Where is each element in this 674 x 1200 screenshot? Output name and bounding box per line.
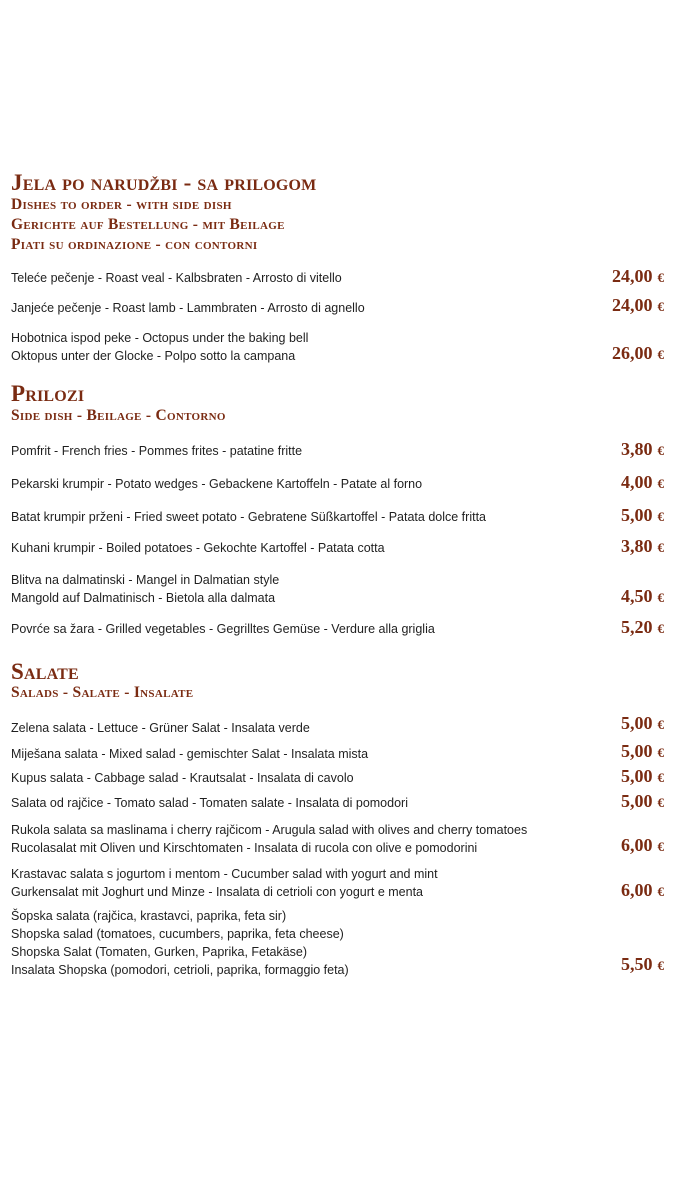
currency-symbol: €: [657, 270, 664, 285]
currency-symbol: €: [657, 509, 664, 524]
item-price: 5,00 €: [621, 766, 664, 786]
currency-symbol: €: [657, 770, 664, 785]
menu-item: [11, 299, 571, 317]
currency-symbol: €: [657, 540, 664, 555]
menu-item: [11, 865, 571, 901]
sides-subtitle: Side dish - Beilage - Contorno: [11, 407, 226, 424]
item-price: 5,00 €: [621, 713, 664, 733]
item-price: 4,00 €: [621, 472, 664, 492]
menu-item: [11, 269, 571, 287]
currency-symbol: €: [657, 717, 664, 732]
item-text: Hobotnica ispod peke - Octopus under the baking bell: [11, 331, 309, 345]
menu-item: [11, 508, 571, 526]
item-text: Batat krumpir prženi - Fried sweet potato - Gebratene Süßkartoffel - Patata dolce fritta: [11, 510, 486, 524]
item-price: 26,00 €: [612, 343, 664, 363]
item-price: 24,00 €: [612, 266, 664, 286]
item-price: 5,00 €: [621, 791, 664, 811]
salads-section-title: Salate: [11, 659, 79, 684]
item-text: Janjeće pečenje - Roast lamb - Lammbraten - Arrosto di agnello: [11, 301, 365, 315]
salads-subtitle: Salads - Salate - Insalate: [11, 684, 194, 701]
menu-item: [11, 719, 571, 737]
item-price: 5,00 €: [621, 741, 664, 761]
item-text: Salata od rajčice - Tomato salad - Tomaten salate - Insalata di pomodori: [11, 796, 408, 810]
currency-symbol: €: [657, 621, 664, 636]
item-text: Rucolasalat mit Oliven und Kirschtomaten - Insalata di rucola con olive e pomodorini: [11, 841, 478, 855]
currency-symbol: €: [657, 958, 664, 973]
menu-item: [11, 794, 571, 812]
menu-item: [11, 329, 571, 365]
item-text: Gurkensalat mit Joghurt und Minze - Insalata di cetrioli con yogurt e menta: [11, 885, 424, 899]
sides-section-title: Prilozi: [11, 381, 85, 406]
menu-item: [11, 620, 571, 638]
item-price: 3,80 €: [621, 536, 664, 556]
item-price: 24,00 €: [612, 295, 664, 315]
currency-symbol: €: [657, 795, 664, 810]
item-text: Krastavac salata s jogurtom i mentom - Cucumber salad with yogurt and mint: [11, 867, 438, 881]
item-text: Blitva na dalmatinski - Mangel in Dalmatian style: [11, 573, 280, 587]
item-text: Miješana salata - Mixed salad - gemischter Salat - Insalata mista: [11, 747, 369, 761]
menu-item: [11, 475, 571, 493]
item-text: Kuhani krumpir - Boiled potatoes - Gekochte Kartoffel - Patata cotta: [11, 541, 385, 555]
menu-item: [11, 769, 571, 787]
item-text: Insalata Shopska (pomodori, cetrioli, paprika, formaggio feta): [11, 963, 349, 977]
item-text: Rukola salata sa maslinama i cherry rajčicom - Arugula salad with olives and cherry tomatoes: [11, 823, 528, 837]
dishes-section-title: Jela po narudžbi - sa prilogom: [11, 170, 317, 195]
item-text: Pomfrit - French fries - Pommes frites - patatine fritte: [11, 444, 303, 458]
currency-symbol: €: [657, 839, 664, 854]
currency-symbol: €: [657, 443, 664, 458]
item-text: Pekarski krumpir - Potato wedges - Gebackene Kartoffeln - Patate al forno: [11, 477, 423, 491]
item-text: Kupus salata - Cabbage salad - Krautsalat - Insalata di cavolo: [11, 771, 354, 785]
item-text: Shopska Salat (Tomaten, Gurken, Paprika, Fetakäse): [11, 945, 307, 959]
menu-item: [11, 571, 571, 607]
currency-symbol: €: [657, 476, 664, 491]
dishes-subtitle-de: Gerichte auf Bestellung - mit Beilage: [11, 216, 285, 233]
item-price: 6,00 €: [621, 880, 664, 900]
currency-symbol: €: [657, 590, 664, 605]
menu-item: [11, 821, 571, 857]
item-text: Povrće sa žara - Grilled vegetables - Gegrilltes Gemüse - Verdure alla griglia: [11, 622, 435, 636]
currency-symbol: €: [657, 745, 664, 760]
currency-symbol: €: [657, 299, 664, 314]
item-text: Šopska salata (rajčica, krastavci, paprika, feta sir): [11, 909, 287, 923]
item-text: Shopska salad (tomatoes, cucumbers, paprika, feta cheese): [11, 927, 344, 941]
item-price: 3,80 €: [621, 439, 664, 459]
menu-item: [11, 539, 571, 557]
item-text: Mangold auf Dalmatinisch - Bietola alla dalmata: [11, 591, 276, 605]
item-price: 5,00 €: [621, 505, 664, 525]
item-price: 6,00 €: [621, 835, 664, 855]
menu-item: [11, 745, 571, 763]
item-text: Oktopus unter der Glocke - Polpo sotto la campana: [11, 349, 296, 363]
currency-symbol: €: [657, 884, 664, 899]
item-price: 5,50 €: [621, 954, 664, 974]
dishes-subtitle-en: Dishes to order - with side dish: [11, 196, 232, 213]
menu-item: [11, 907, 571, 979]
menu-item: [11, 442, 571, 460]
item-text: Teleće pečenje - Roast veal - Kalbsbraten - Arrosto di vitello: [11, 271, 342, 285]
dishes-subtitle-it: Piati su ordinazione - con contorni: [11, 236, 258, 253]
item-price: 5,20 €: [621, 617, 664, 637]
item-price: 4,50 €: [621, 586, 664, 606]
currency-symbol: €: [657, 347, 664, 362]
item-text: Zelena salata - Lettuce - Grüner Salat - Insalata verde: [11, 721, 310, 735]
